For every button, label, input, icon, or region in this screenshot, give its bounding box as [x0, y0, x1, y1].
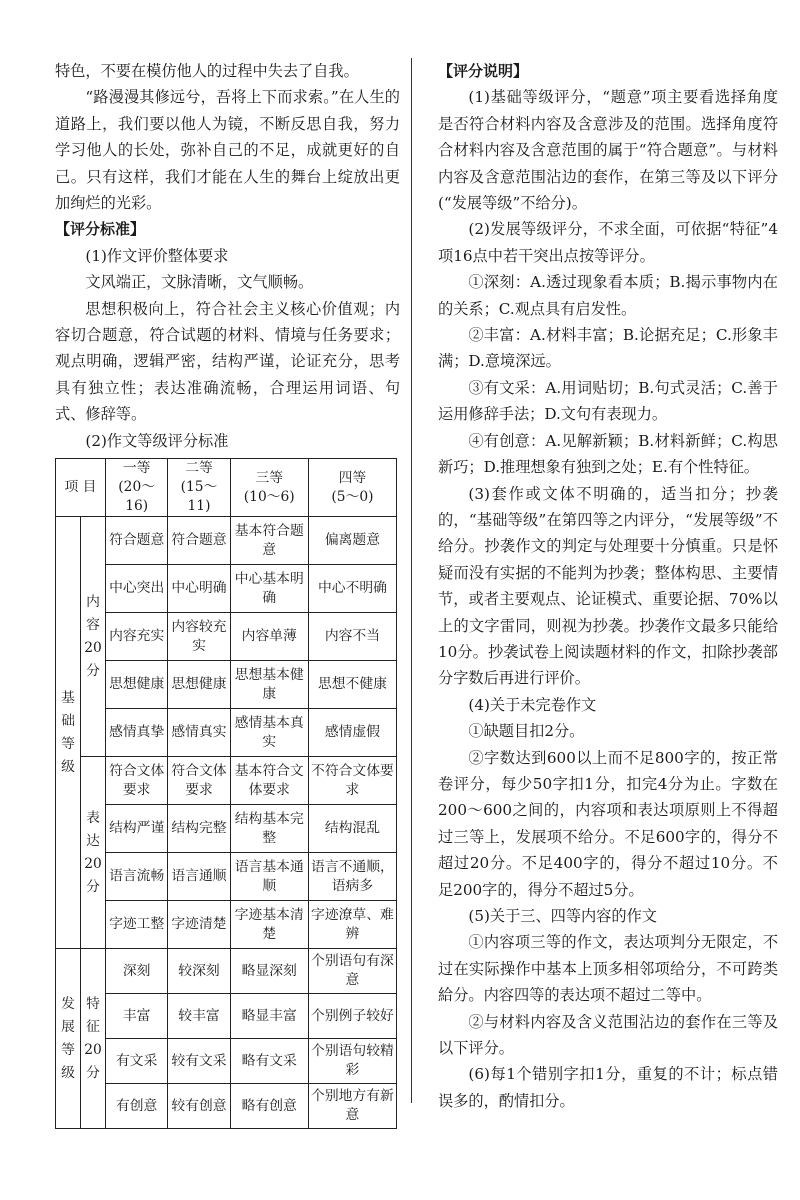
table-row	[56, 565, 397, 613]
table-header-row	[56, 459, 397, 517]
table-cell: 感情虚假	[308, 709, 396, 757]
note-4b: ②字数达到600以上而不足800字的，按正常卷评分，每少50字扣1分，扣完4分为止。字数在200～600之间的，内容项和表达项原则上不得超过三等上，发展项不给分。不足600字的，得分不超过20分。不足400字的，得分不超过10分。不足200字的，得分不超过5分。	[438, 748, 778, 899]
header-level-1: 一等 (20～16)	[106, 459, 168, 517]
table-cell: 语言通顺	[168, 853, 230, 901]
table-cell: 有文采	[106, 1039, 168, 1084]
basic-level-label: 基础等级	[56, 517, 81, 949]
content-label: 内容20分	[81, 517, 106, 757]
table-cell: 深刻	[106, 949, 168, 994]
table-cell: 语言流畅	[106, 853, 168, 901]
left-column	[55, 58, 400, 1129]
header-level-2: 二等 (15～11)	[168, 459, 230, 517]
table-cell: 符合文体要求	[106, 757, 168, 805]
notes-heading: 【评分说明】	[438, 62, 529, 80]
table-cell: 感情真挚	[106, 709, 168, 757]
table-cell: 思想健康	[106, 661, 168, 709]
table-cell: 内容单薄	[230, 613, 308, 661]
table-row	[56, 805, 397, 853]
table-cell: 偏离题意	[308, 517, 396, 565]
table-cell: 符合文体要求	[168, 757, 230, 805]
table-cell: 中心不明确	[308, 565, 396, 613]
table-cell: 字迹潦草、难辨	[308, 901, 396, 949]
table-row	[56, 613, 397, 661]
table-cell: 符合题意	[168, 517, 230, 565]
table-row	[56, 1084, 397, 1129]
right-column	[438, 58, 778, 1114]
table-cell: 较深刻	[168, 949, 230, 994]
table-cell: 较有创意	[168, 1084, 230, 1129]
table-cell: 结构混乱	[308, 805, 396, 853]
criteria-heading: 【评分标准】	[55, 220, 146, 239]
note-2: (2)发展等级评分，不求全面，可依据“特征”4项16点中若干突出点按等评分。	[438, 220, 778, 265]
table-cell: 个别例子较好	[308, 994, 396, 1039]
feature-label: 特征20分	[81, 949, 106, 1129]
criteria-grade-title: (2)作文等级评分标准	[85, 431, 229, 450]
note-1: (1)基础等级评分，“题意”项主要看选择角度是否符合材料内容及含意涉及的范围。选择角度符合材料内容及含意范围的属于“符合题意”。与材料内容及含意范围沾边的套作，在第三等及以下评分(“发展等级”不给分)。	[438, 88, 778, 213]
table-cell: 语言不通顺，语病多	[308, 853, 396, 901]
table-cell: 内容不当	[308, 613, 396, 661]
table-cell: 思想基本健康	[230, 661, 308, 709]
table-cell: 感情真实	[168, 709, 230, 757]
note-2d: ④有创意：A.见解新颖；B.材料新鲜；C.构思新巧；D.推理想象有独到之处；E.有个性特征。	[438, 431, 778, 477]
note-6: (6)每1个错别字扣1分，重复的不计；标点错误多的，酌情扣分。	[438, 1065, 778, 1110]
note-4a: ①缺题目扣2分。	[468, 722, 585, 741]
criteria-overall-title: (1)作文评价整体要求	[85, 246, 229, 265]
table-row	[56, 901, 397, 949]
expression-label: 表达20分	[81, 757, 106, 949]
table-cell: 中心明确	[168, 565, 230, 613]
table-row	[56, 661, 397, 709]
table-row	[56, 949, 397, 994]
table-cell: 结构基本完整	[230, 805, 308, 853]
header-level-4: 四等 (5～0)	[308, 459, 396, 517]
criteria-overall-style: 文风端正，文脉清晰，文气顺畅。	[85, 273, 314, 292]
table-cell: 字迹清楚	[168, 901, 230, 949]
table-cell: 结构严谨	[106, 805, 168, 853]
table-cell: 思想不健康	[308, 661, 396, 709]
table-cell: 较有文采	[168, 1039, 230, 1084]
table-cell: 符合题意	[106, 517, 168, 565]
note-5a: ①内容项三等的作文，表达项判分无限定，不过在实际操作中基本上顶多相邻项给分，不可跨类給分。内容四等的表达项不超过二等中。	[438, 933, 778, 1005]
paragraph-conclusion: “路漫漫其修远兮，吾将上下而求索。”在人生的道路上，我们要以他人为镜，不断反思自我，努力学习他人的长处，弥补自己的不足，成就更好的自己。只有这样，我们才能在人生的舞台上绽放出更加绚烂的光彩。	[55, 88, 400, 213]
table-row	[56, 517, 397, 565]
table-cell: 字迹基本清楚	[230, 901, 308, 949]
header-level-3: 三等 (10～6)	[230, 459, 308, 517]
table-cell: 较丰富	[168, 994, 230, 1039]
table-cell: 内容较充实	[168, 613, 230, 661]
table-cell: 略显丰富	[230, 994, 308, 1039]
table-row	[56, 853, 397, 901]
note-5: (5)关于三、四等内容的作文	[468, 907, 657, 925]
table-cell: 略有文采	[230, 1039, 308, 1084]
note-4: (4)关于未完卷作文	[468, 695, 597, 714]
table-cell: 字迹工整	[106, 901, 168, 949]
criteria-overall-content: 思想积极向上，符合社会主义核心价值观；内容切合题意，符合试题的材料、情境与任务要求；观点明确，逻辑严密，结构严谨，论证充分，思考具有独立性；表达准确流畅，合理运用词语、句式、修辞等。	[55, 299, 400, 424]
note-2c: ③有文采：A.用词贴切；B.句式灵活；C.善于运用修辞手法；D.文句有表现力。	[438, 378, 778, 424]
note-2b: ②丰富：A.材料丰富；B.论据充足；C.形象丰满；D.意境深远。	[438, 326, 778, 371]
table-cell: 基本符合题意	[230, 517, 308, 565]
note-5b: ②与材料内容及含义范围沾边的套作在三等及以下评分。	[438, 1012, 778, 1058]
table-row	[56, 757, 397, 805]
table-row	[56, 994, 397, 1039]
header-item: 项 目	[56, 459, 106, 517]
column-divider	[411, 58, 412, 1103]
table-cell: 内容充实	[106, 613, 168, 661]
paragraph-continued: 特色，不要在模仿他人的过程中失去了自我。	[55, 62, 359, 80]
table-cell: 丰富	[106, 994, 168, 1039]
table-cell: 中心基本明确	[230, 565, 308, 613]
grading-table	[55, 458, 397, 1129]
table-cell: 个别地方有新意	[308, 1084, 396, 1129]
table-cell: 个别语句有深意	[308, 949, 396, 994]
table-cell: 略显深刻	[230, 949, 308, 994]
table-cell: 基本符合文体要求	[230, 757, 308, 805]
table-cell: 不符合文体要求	[308, 757, 396, 805]
table-row	[56, 1039, 397, 1084]
table-cell: 中心突出	[106, 565, 168, 613]
table-cell: 结构完整	[168, 805, 230, 853]
table-row	[56, 709, 397, 757]
table-cell: 感情基本真实	[230, 709, 308, 757]
table-cell: 个别语句较精彩	[308, 1039, 396, 1084]
table-cell: 略有创意	[230, 1084, 308, 1129]
table-cell: 语言基本通顺	[230, 853, 308, 901]
note-3: (3)套作或文体不明确的，适当扣分；抄袭的，“基础等级”在第四等之内评分，“发展等级”不给分。抄袭作文的判定与处理要十分慎重。只是怀疑而没有实据的不能判为抄袭；整体构思、主要情节，或者主要观点、论证模式、重要论据、70%以上的文字雷同，则视为抄袭。抄袭作文最多只能给10分。抄袭试卷上阅读题材料的作文，扣除抄袭部分字数后再进行评价。	[438, 484, 778, 688]
note-2a: ①深刻：A.透过现象看本质；B.揭示事物内在的关系；C.观点具有启发性。	[438, 273, 778, 318]
table-cell: 思想健康	[168, 661, 230, 709]
table-cell: 有创意	[106, 1084, 168, 1129]
development-level-label: 发展等级	[56, 949, 81, 1129]
